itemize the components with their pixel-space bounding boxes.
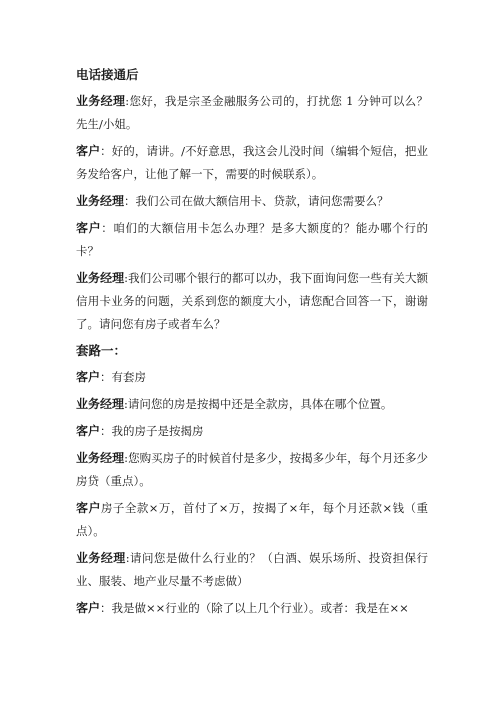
speaker-separator: : bbox=[125, 551, 130, 565]
speaker-label: 业务经理 bbox=[76, 397, 125, 411]
dialogue-text: 我是做××行业的（除了以上几个行业）。或者：我是在×× bbox=[111, 601, 409, 615]
dialogue-text: 有套房 bbox=[111, 370, 147, 384]
speaker-label: 客户 bbox=[76, 501, 101, 515]
speaker-label: 业务经理 bbox=[76, 271, 125, 285]
dialogue-text: 房子全款×万，首付了×万，按揭了×年，每个月还款×钱（重点）。 bbox=[76, 501, 428, 538]
speaker-separator: ： bbox=[124, 194, 136, 208]
dialogue-line bbox=[76, 140, 428, 186]
speaker-separator: ： bbox=[100, 424, 112, 438]
speaker-label: 客户 bbox=[76, 144, 101, 158]
speaker-label: 业务经理 bbox=[76, 551, 126, 565]
dialogue-line bbox=[76, 447, 428, 493]
speaker-separator: : bbox=[124, 397, 128, 411]
dialogue-line bbox=[76, 217, 428, 263]
dialogue-text: 我们公司在做大额信用卡、贷款，请问您需要么？ bbox=[135, 194, 389, 208]
dialogue-text: 请问您是做什么行业的？（白酒、娱乐场所、投资担保行业、服装、地产业尽量不考虑做） bbox=[76, 551, 428, 588]
dialogue-line bbox=[76, 497, 428, 543]
section-heading: 套路一： bbox=[76, 343, 127, 358]
speaker-label: 客户 bbox=[76, 370, 101, 384]
speaker-label: 业务经理 bbox=[76, 194, 125, 208]
speaker-label: 业务经理 bbox=[76, 94, 126, 108]
dialogue-text: 咱们的大额信用卡怎么办理？是多大额度的？能办哪个行的卡？ bbox=[76, 221, 428, 258]
dialogue-text: 您购买房子的时候首付是多少，按揭多少年，每个月还多少房贷（重点）。 bbox=[76, 451, 428, 488]
speaker-separator: ： bbox=[100, 601, 112, 615]
dialogue-line bbox=[76, 190, 428, 213]
speaker-label: 客户 bbox=[76, 221, 102, 235]
dialogue-text: 好的，请讲。/不好意思，我这会儿没时间（编辑个短信，把业务发给客户，让他了解一下，需要的时候联系）。 bbox=[76, 144, 429, 181]
dialogue-line bbox=[76, 597, 428, 620]
dialogue-line bbox=[76, 393, 428, 416]
dialogue-line bbox=[76, 420, 428, 443]
dialogue-line bbox=[76, 366, 428, 389]
document-page bbox=[76, 64, 428, 624]
dialogue-text: 请问您的房是按揭中还是全款房，具体在哪个位置。 bbox=[127, 397, 393, 411]
section-heading: 电话接通后 bbox=[76, 67, 139, 82]
dialogue-line bbox=[76, 267, 428, 336]
speaker-separator: : bbox=[125, 94, 130, 108]
speaker-separator: ： bbox=[100, 370, 112, 384]
speaker-separator: ： bbox=[100, 144, 112, 158]
speaker-separator: : bbox=[124, 451, 129, 465]
dialogue-text: 我们公司哪个银行的都可以办，我下面询问您一些有关大额信用卡业务的问题，关系到您的额度大小，请您配合回答一下，谢谢了。请问您有房子或者车么？ bbox=[76, 271, 428, 331]
speaker-separator: ： bbox=[101, 221, 114, 235]
speaker-label: 客户 bbox=[76, 424, 101, 438]
speaker-label: 客户 bbox=[76, 601, 101, 615]
speaker-label: 业务经理 bbox=[76, 451, 125, 465]
speaker-separator: : bbox=[124, 271, 129, 285]
dialogue-text: 我的房子是按揭房 bbox=[111, 424, 204, 438]
dialogue-line bbox=[76, 90, 428, 136]
dialogue-text: 您好，我是宗圣金融服务公司的，打扰您 1 分钟可以么？先生/小姐。 bbox=[76, 94, 428, 131]
dialogue-line bbox=[76, 547, 428, 593]
